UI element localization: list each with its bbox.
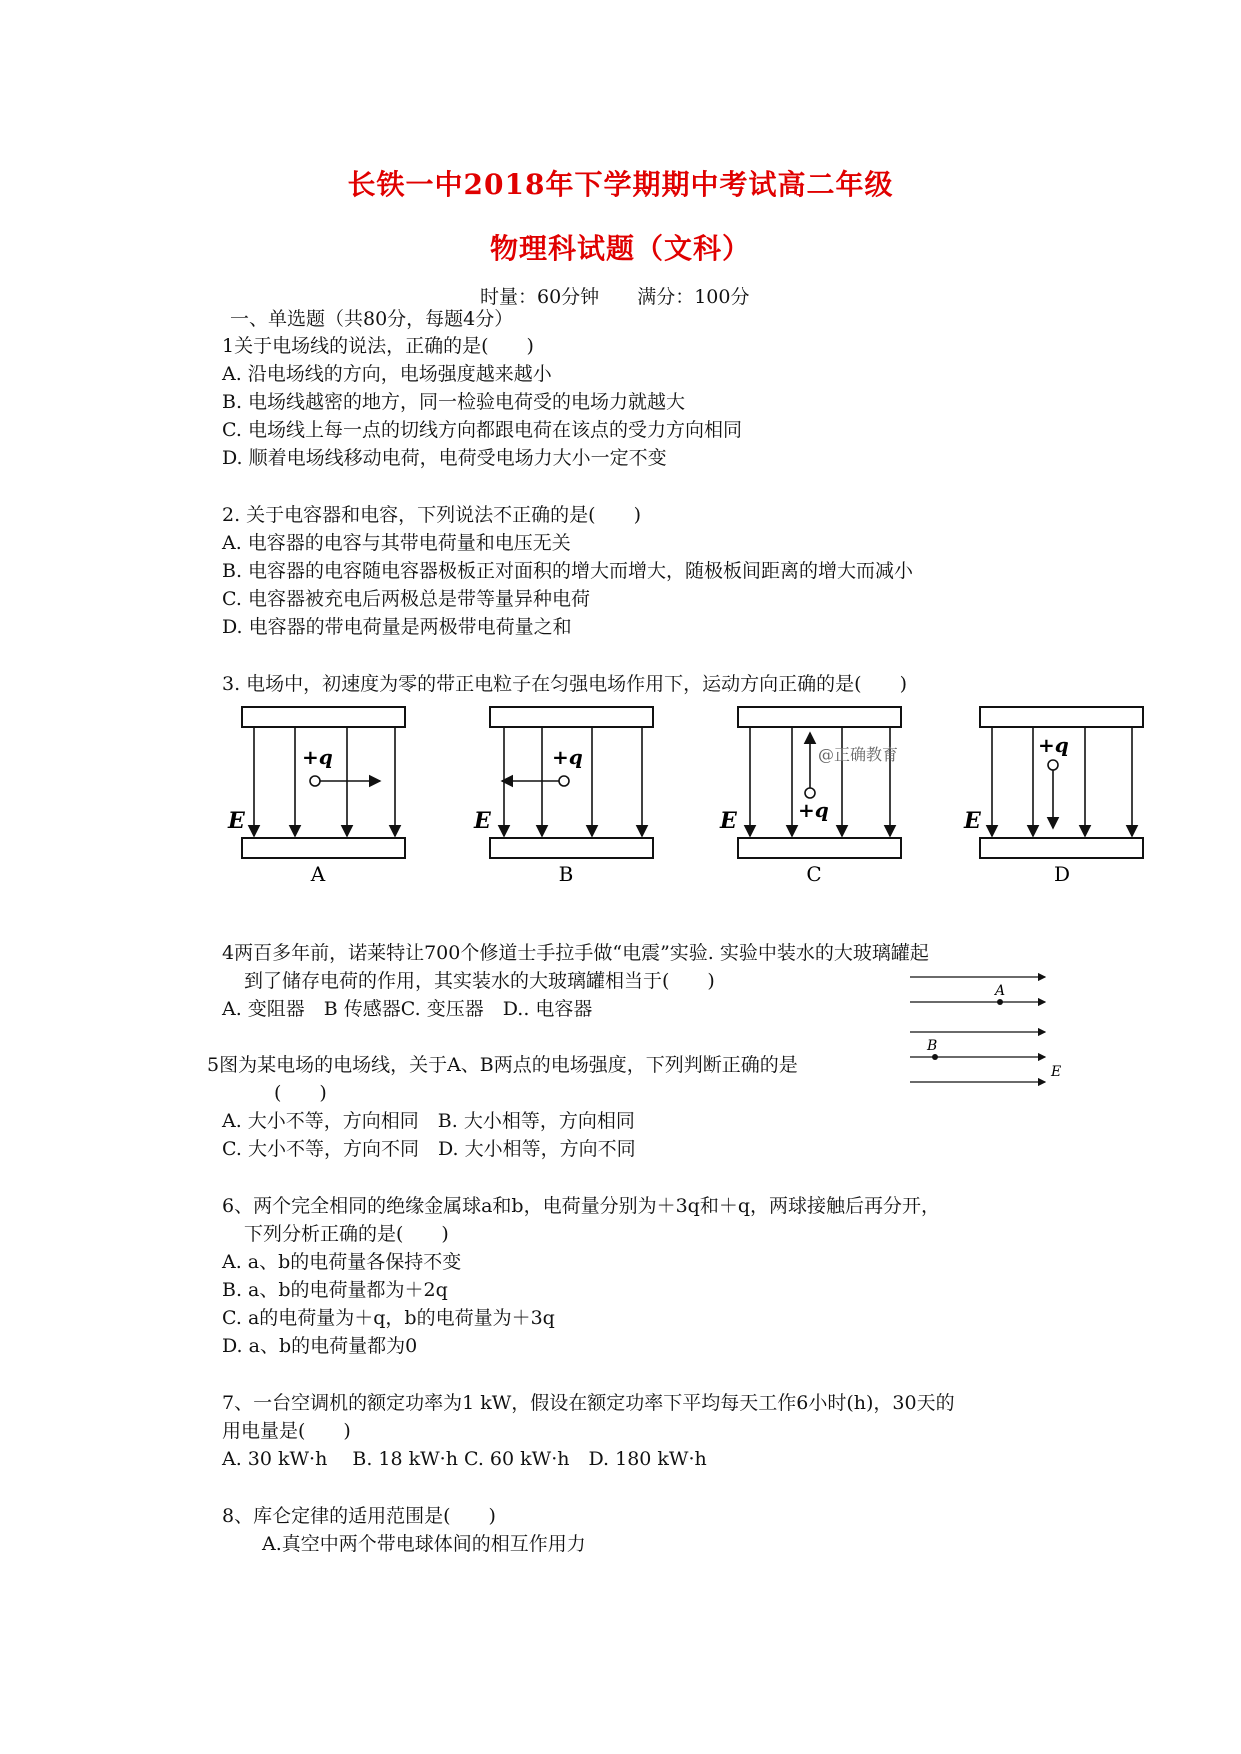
q7-stem-line1: 7、一台空调机的额定功率为1 kW，假设在额定功率下平均每天工作6小时(h)，30天的 bbox=[222, 1392, 955, 1414]
exam-subtitle: 物理科试题（文科） bbox=[489, 232, 751, 265]
q6-stem-line1: 6、两个完全相同的绝缘金属球a和b，电荷量分别为＋3q和＋q，两球接触后再分开， bbox=[222, 1195, 940, 1217]
q4-options: A. 变阻器 B 传感器C. 变压器 D.. 电容器 bbox=[222, 998, 593, 1020]
q4-stem-line1: 4两百多年前，诺莱特让700个修道士手拉手做“电震”实验. 实验中装水的大玻璃罐起 bbox=[222, 942, 929, 964]
charge-label: +q bbox=[1038, 733, 1069, 757]
q3-stem: 3. 电场中，初速度为零的带正电粒子在匀强电场作用下，运动方向正确的是( ) bbox=[222, 673, 907, 695]
q5-stem-line2: ( ) bbox=[274, 1082, 327, 1104]
charge-label: +q bbox=[552, 745, 583, 769]
q1-option-c: C. 电场线上每一点的切线方向都跟电荷在该点的受力方向相同 bbox=[222, 419, 742, 441]
q2-stem: 2. 关于电容器和电容，下列说法不正确的是( ) bbox=[222, 504, 641, 526]
q7-options: A. 30 kW·h B. 18 kW·h C. 60 kW·h D. 180 kW·h bbox=[222, 1448, 707, 1470]
section-heading: 一、单选题（共80分，每题4分） bbox=[230, 308, 514, 330]
exam-meta bbox=[480, 282, 749, 309]
q8-stem: 8、库仑定律的适用范围是( ) bbox=[222, 1505, 496, 1527]
field-label: E bbox=[474, 808, 491, 834]
charge-label: +q bbox=[798, 798, 829, 822]
q2-option-b: B. 电容器的电容随电容器极板正对面积的增大而增大，随极板间距离的增大而减小 bbox=[222, 560, 914, 582]
time-limit: 时量：60分钟 bbox=[480, 286, 600, 308]
q2-option-c: C. 电容器被充电后两极总是带等量异种电荷 bbox=[222, 588, 590, 610]
panel-c bbox=[719, 707, 901, 886]
full-score: 满分：100分 bbox=[637, 286, 750, 308]
q6-option-d: D. a、b的电荷量都为0 bbox=[222, 1335, 418, 1357]
q5-field-lines-figure bbox=[905, 965, 1085, 1095]
watermark: @正确教育 bbox=[818, 745, 899, 764]
q1-option-d: D. 顺着电场线移动电荷，电荷受电场力大小一定不变 bbox=[222, 447, 667, 469]
field-label: E bbox=[964, 808, 981, 834]
q1-option-a: A. 沿电场线的方向，电场强度越来越小 bbox=[222, 363, 552, 385]
q6-option-c: C. a的电荷量为＋q，b的电荷量为＋3q bbox=[222, 1307, 555, 1329]
point-a-label: A bbox=[995, 983, 1006, 999]
q1-stem: 1关于电场线的说法，正确的是( ) bbox=[222, 335, 534, 357]
q4-stem-line2: 到了储存电荷的作用，其实装水的大玻璃罐相当于( ) bbox=[244, 970, 715, 992]
q2-option-d: D. 电容器的带电荷量是两极带电荷量之和 bbox=[222, 616, 572, 638]
q5-options-line2: C. 大小不等，方向不同 D. 大小相等，方向不同 bbox=[222, 1138, 636, 1160]
q6-stem-line2: 下列分析正确的是( ) bbox=[244, 1223, 449, 1245]
q6-option-a: A. a、b的电荷量各保持不变 bbox=[222, 1251, 462, 1273]
q1-option-b: B. 电场线越密的地方，同一检验电荷受的电场力就越大 bbox=[222, 391, 686, 413]
panel-a bbox=[227, 707, 405, 886]
charge-label: +q bbox=[302, 745, 333, 769]
q8-option-a: A.真空中两个带电球体间的相互作用力 bbox=[262, 1533, 586, 1555]
field-label: E bbox=[228, 808, 245, 834]
panel-b bbox=[473, 707, 653, 886]
q3-figure bbox=[220, 700, 1150, 890]
panel-label-a: A bbox=[310, 862, 326, 886]
q7-stem-line2: 用电量是( ) bbox=[222, 1420, 351, 1442]
panel-label-c: C bbox=[806, 862, 822, 886]
panel-label-b: B bbox=[558, 862, 574, 886]
q6-option-b: B. a、b的电荷量都为＋2q bbox=[222, 1279, 448, 1301]
exam-title: 长铁一中2018年下学期期中考试高二年级 bbox=[347, 168, 894, 201]
field-label: E bbox=[720, 808, 737, 834]
panel-label-d: D bbox=[1053, 862, 1071, 886]
field-e-label: E bbox=[1051, 1064, 1062, 1080]
q5-options-line1: A. 大小不等，方向相同 B. 大小相等，方向相同 bbox=[222, 1110, 635, 1132]
panel-d bbox=[963, 707, 1143, 886]
q2-option-a: A. 电容器的电容与其带电荷量和电压无关 bbox=[222, 532, 571, 554]
q5-stem-line1: 5图为某电场的电场线，关于A、B两点的电场强度，下列判断正确的是 bbox=[207, 1054, 798, 1076]
point-b-label: B bbox=[927, 1038, 938, 1054]
